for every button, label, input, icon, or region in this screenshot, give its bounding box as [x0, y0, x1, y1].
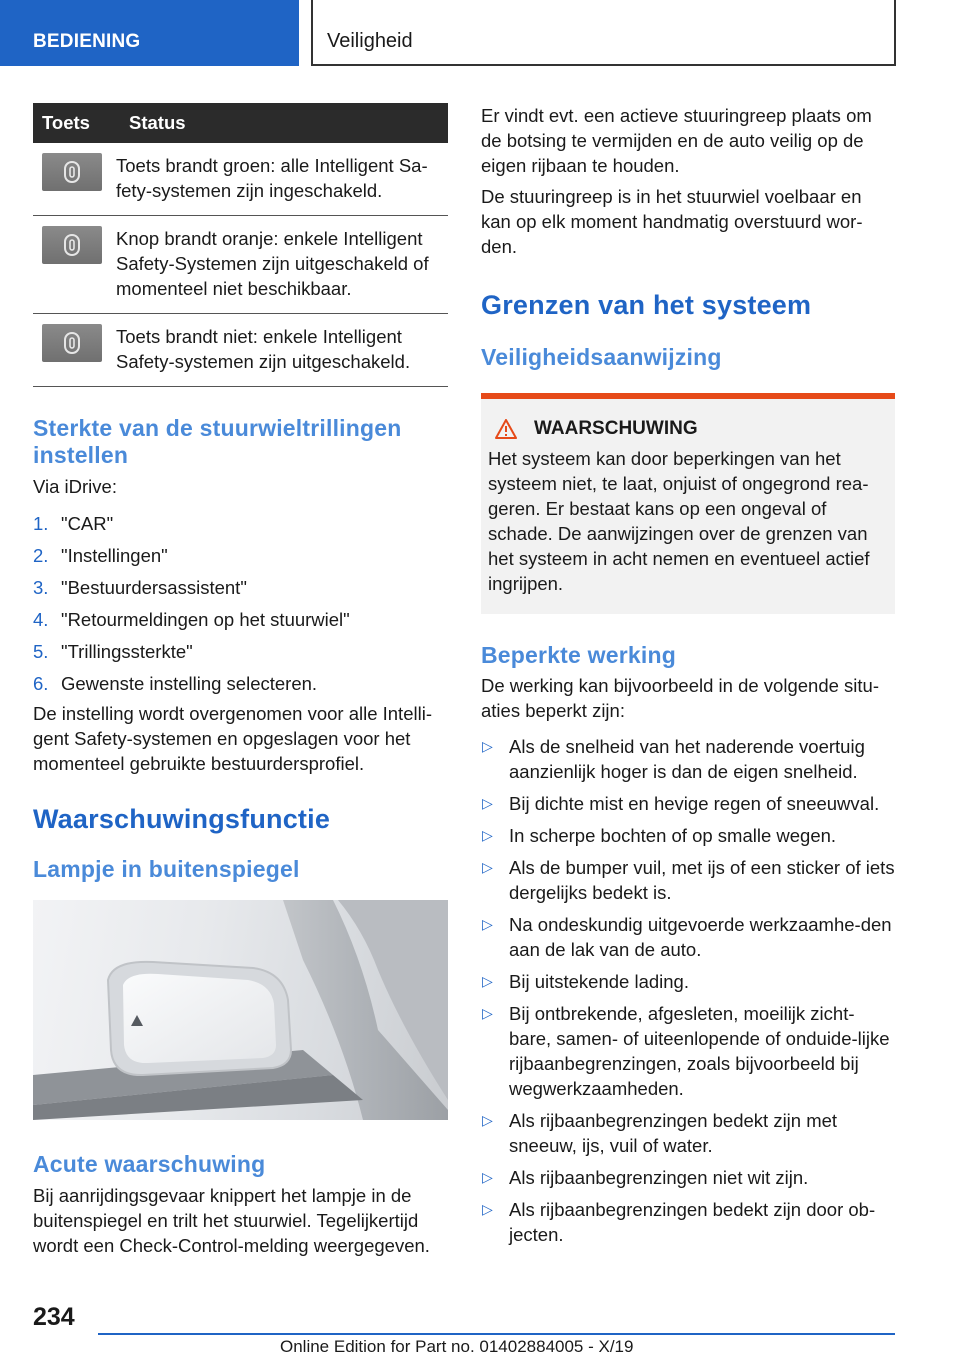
bullet-triangle-icon: ▷ [482, 1005, 493, 1021]
heading-safety-note: Veiligheidsaanwijzing [481, 344, 722, 370]
warning-triangle-icon [495, 419, 517, 439]
table-header-status: Status [116, 103, 448, 143]
table-cell-status: Toets brandt groen: alle Intelligent Sa-fety-systemen zijn ingeschakeld. [116, 143, 448, 216]
bullet-triangle-icon: ▷ [482, 916, 493, 932]
list-item: ▷ Na ondeskundig uitgevoerde werkzaamhe-den aan de lak van de auto. [482, 914, 892, 960]
vibration-outro: De instelling wordt overgenomen voor alle Intelli-gent Safety-systemen en opgeslagen voor het momenteel gebruikte bestuurdersprofiel. [33, 703, 432, 774]
list-item: 5. "Trillingssterkte" [33, 641, 193, 662]
table-cell-status: Toets brandt niet: enkele Intelligent Safety-systemen zijn uitgeschakeld. [116, 314, 448, 387]
override-text: De stuuringreep is in het stuurwiel voelbaar en kan op elk moment handmatig overstuurd wor-den. [481, 186, 863, 257]
heading-mirror-lamp: Lampje in buitenspiegel [33, 856, 300, 882]
restricted-list [481, 734, 895, 1247]
heading-warning-function: Waarschuwingsfunctie [33, 804, 331, 834]
list-item: ▷ Bij uitstekende lading. [482, 971, 689, 992]
list-item: 3. "Bestuurdersassistent" [33, 577, 247, 598]
vibration-steps [33, 511, 448, 696]
list-item: ▷ Bij dichte mist en hevige regen of sneeuwval. [482, 793, 880, 814]
left-column [33, 103, 448, 1258]
list-item: 2. "Instellingen" [33, 545, 168, 566]
bullet-triangle-icon: ▷ [482, 738, 493, 754]
mirror-photo [33, 900, 448, 1120]
warning-text: Het systeem kan door beperkingen van het systeem niet, te laat, onjuist of ongegrond rea-geren. Er bestaat kans op een ongeval of schade. De aanwijzingen over de grenzen van het systeem in acht nemen en eventueel actief ingrijpen. [488, 448, 870, 594]
list-item: 1. "CAR" [33, 513, 114, 534]
list-item: ▷ Als rijbaanbegrenzingen bedekt zijn met sneeuw, ijs, vuil of water. [482, 1110, 838, 1156]
bullet-triangle-icon: ▷ [482, 1201, 493, 1217]
footer-divider [98, 1333, 895, 1335]
table-header-button: Toets [33, 103, 116, 143]
restricted-intro: De werking kan bijvoorbeeld in de volgende situ-aties beperkt zijn: [481, 675, 879, 721]
heading-vibration: Sterkte van de stuurwieltrillingen instellen [33, 415, 402, 468]
edition-note: Online Edition for Part no. 01402884005 - X/19 [280, 1337, 634, 1356]
bullet-triangle-icon: ▷ [482, 795, 493, 811]
intelligent-safety-button-icon [42, 324, 102, 362]
vibration-intro: Via iDrive: [33, 476, 117, 497]
bullet-triangle-icon: ▷ [482, 1169, 493, 1185]
warning-title: WAARSCHUWING [488, 418, 886, 440]
intervention-text: Er vindt evt. een actieve stuuringreep plaats om de botsing te vermijden en de auto veilig op de eigen rijbaan te houden. [481, 105, 872, 176]
section-tab: BEDIENING [0, 0, 299, 66]
bullet-triangle-icon: ▷ [482, 827, 493, 843]
list-item: 6. Gewenste instelling selecteren. [33, 673, 318, 694]
list-item: ▷ Als de snelheid van het naderende voertuig aanzienlijk hoger is dan de eigen snelheid. [482, 736, 865, 782]
intelligent-safety-button-icon [42, 226, 102, 264]
heading-acute-warning: Acute waarschuwing [33, 1151, 266, 1177]
bullet-triangle-icon: ▷ [482, 973, 493, 989]
bullet-triangle-icon: ▷ [482, 1112, 493, 1128]
table-row [33, 216, 448, 314]
list-item: ▷ Als de bumper vuil, met ijs of een sticker of iets dergelijks bedekt is. [482, 857, 895, 903]
table-row [33, 143, 448, 216]
list-item: ▷ Als rijbaanbegrenzingen bedekt zijn door ob-jecten. [482, 1199, 876, 1245]
heading-restricted: Beperkte werking [481, 642, 676, 668]
status-table [33, 103, 448, 387]
page-number: 234 [33, 1303, 75, 1331]
right-column [481, 103, 895, 1254]
chapter-title: Veiligheid [311, 0, 896, 66]
warning-box [481, 393, 895, 614]
list-item: ▷ Bij ontbrekende, afgesleten, moeilijk zicht-bare, samen- of uiteenlopende of onduide-lijke rijbaanbegrenzingen, zoals bijvoorbeeld bij wegwerkzaamheden. [482, 1003, 890, 1099]
acute-text: Bij aanrijdingsgevaar knippert het lampje in de buitenspiegel en trilt het stuurwiel. Tegelijkertijd wordt een Check-Control-melding weergegeven. [33, 1185, 430, 1256]
list-item: ▷ In scherpe bochten of op smalle wegen. [482, 825, 837, 846]
intelligent-safety-button-icon [42, 153, 102, 191]
bullet-triangle-icon: ▷ [482, 859, 493, 875]
heading-limits: Grenzen van het systeem [481, 290, 812, 320]
table-row [33, 314, 448, 387]
list-item: ▷ Als rijbaanbegrenzingen niet wit zijn. [482, 1167, 809, 1188]
list-item: 4. "Retourmeldingen op het stuurwiel" [33, 609, 350, 630]
table-cell-status: Knop brandt oranje: enkele Intelligent Safety-Systemen zijn uitgeschakeld of momenteel niet beschikbaar. [116, 216, 448, 314]
